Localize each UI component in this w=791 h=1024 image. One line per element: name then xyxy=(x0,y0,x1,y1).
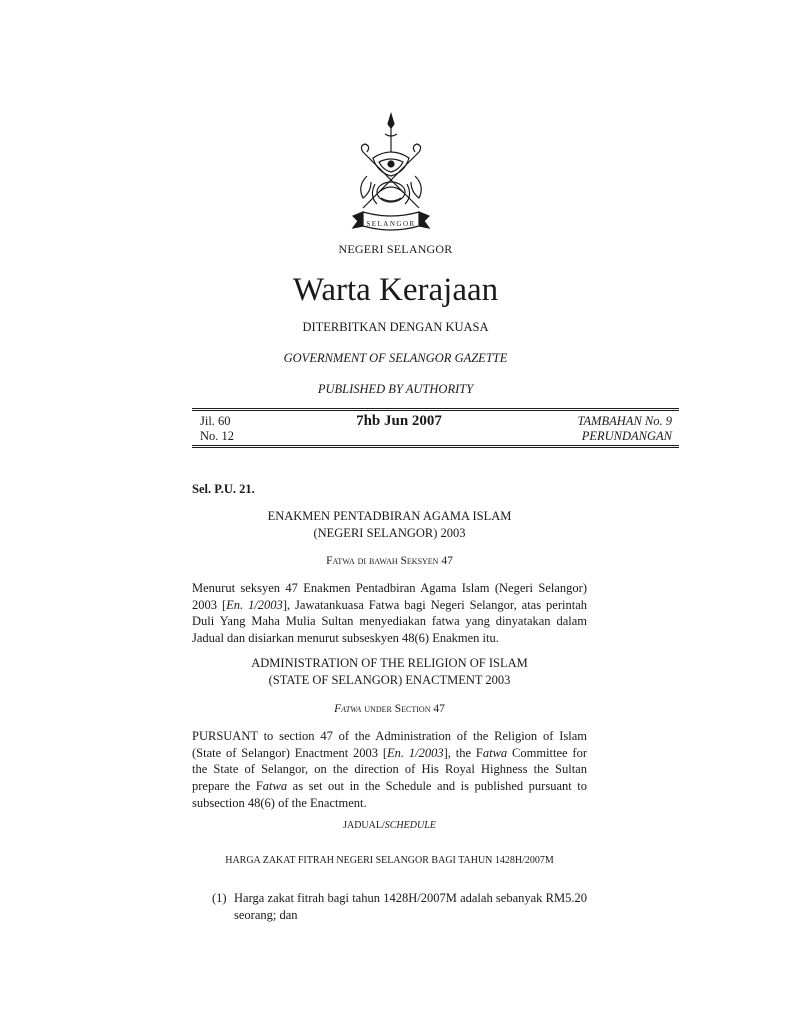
malay-fatwa-heading: Fatwa di bawah Seksyen 47 xyxy=(326,555,453,567)
gazette-title: Warta Kerajaan xyxy=(292,272,499,308)
schedule-item-number: (1) xyxy=(212,891,227,905)
issue-date: 7hb Jun 2007 xyxy=(356,413,442,429)
schedule-heading: HARGA ZAKAT FITRAH NEGERI SELANGOR BAGI TAHUN 1428H/2007M xyxy=(225,855,554,866)
header-top-rule xyxy=(192,408,679,409)
category-label: PERUNDANGAN xyxy=(581,429,672,443)
english-fatwa-heading xyxy=(192,700,587,718)
number-label: No. 12 xyxy=(200,429,235,443)
schedule-item-text: Harga zakat fitrah bagi tahun 1428H/2007M adalah sebanyak RM5.20 seorang; dan xyxy=(234,891,587,922)
schedule-item xyxy=(212,890,587,923)
gazette-english: GOVERNMENT OF SELANGOR GAZETTE xyxy=(283,351,508,365)
header-bottom-rule-2 xyxy=(192,447,679,448)
malay-enactment-line1: ENAKMEN PENTADBIRAN AGAMA ISLAM xyxy=(267,509,512,523)
published-malay: DITERBITKAN DENGAN KUASA xyxy=(302,320,489,334)
header-top-rule-2 xyxy=(192,410,679,411)
state-name: NEGERI SELANGOR xyxy=(338,242,453,256)
english-enactment-ref: En. 1/2003 xyxy=(387,745,444,760)
schedule-label: JADUAL/SCHEDULE xyxy=(343,820,436,831)
english-enactment-title xyxy=(192,655,587,688)
english-enactment-line2: (STATE OF SELANGOR) ENACTMENT 2003 xyxy=(268,672,511,687)
malay-enactment-line2: (NEGERI SELANGOR) 2003 xyxy=(313,525,466,540)
supplement-label: TAMBAHAN No. 9 xyxy=(577,414,672,428)
fatwa-heading-rest: under Section 47 xyxy=(364,703,445,715)
fatwa-word: Fatwa xyxy=(334,703,362,715)
svg-text:SELANGOR: SELANGOR xyxy=(366,220,416,228)
malay-enactment-ref: En. 1/2003 xyxy=(226,597,283,612)
reference-number: Sel. P.U. 21. xyxy=(192,482,255,496)
english-enactment-line1: ADMINISTRATION OF THE RELIGION OF ISLAM xyxy=(251,656,528,670)
malay-paragraph: Menurut seksyen 47 Enakmen Pentadbiran Agama Islam (Negeri Selangor) 2003 [En. 1/2003], Jawatankuasa Fatwa bagi Negeri Selangor, atas perintah Duli Yang Maha Mulia Sultan menyediakan fatwa yang dinyatakan dalam Jadual dan disiarkan menurut subseskyen 48(6) Enakmen itu. xyxy=(192,581,588,646)
malay-enactment-title xyxy=(192,508,587,541)
volume-label: Jil. 60 xyxy=(200,414,231,428)
published-english: PUBLISHED BY AUTHORITY xyxy=(317,382,474,396)
selangor-crest-emblem xyxy=(349,112,433,236)
english-paragraph: PURSUANT to section 47 of the Administration of the Religion of Islam (State of Selangor) Enactment 2003 [En. 1/2003], the Fatwa Committee for the State of Selangor, on the direction of His Royal Highness the Sultan prepare the Fatwa as set out in the Schedule and is published pursuant to subsection 48(6) of the Enactment. xyxy=(192,729,588,810)
header-bottom-rule xyxy=(192,445,679,446)
